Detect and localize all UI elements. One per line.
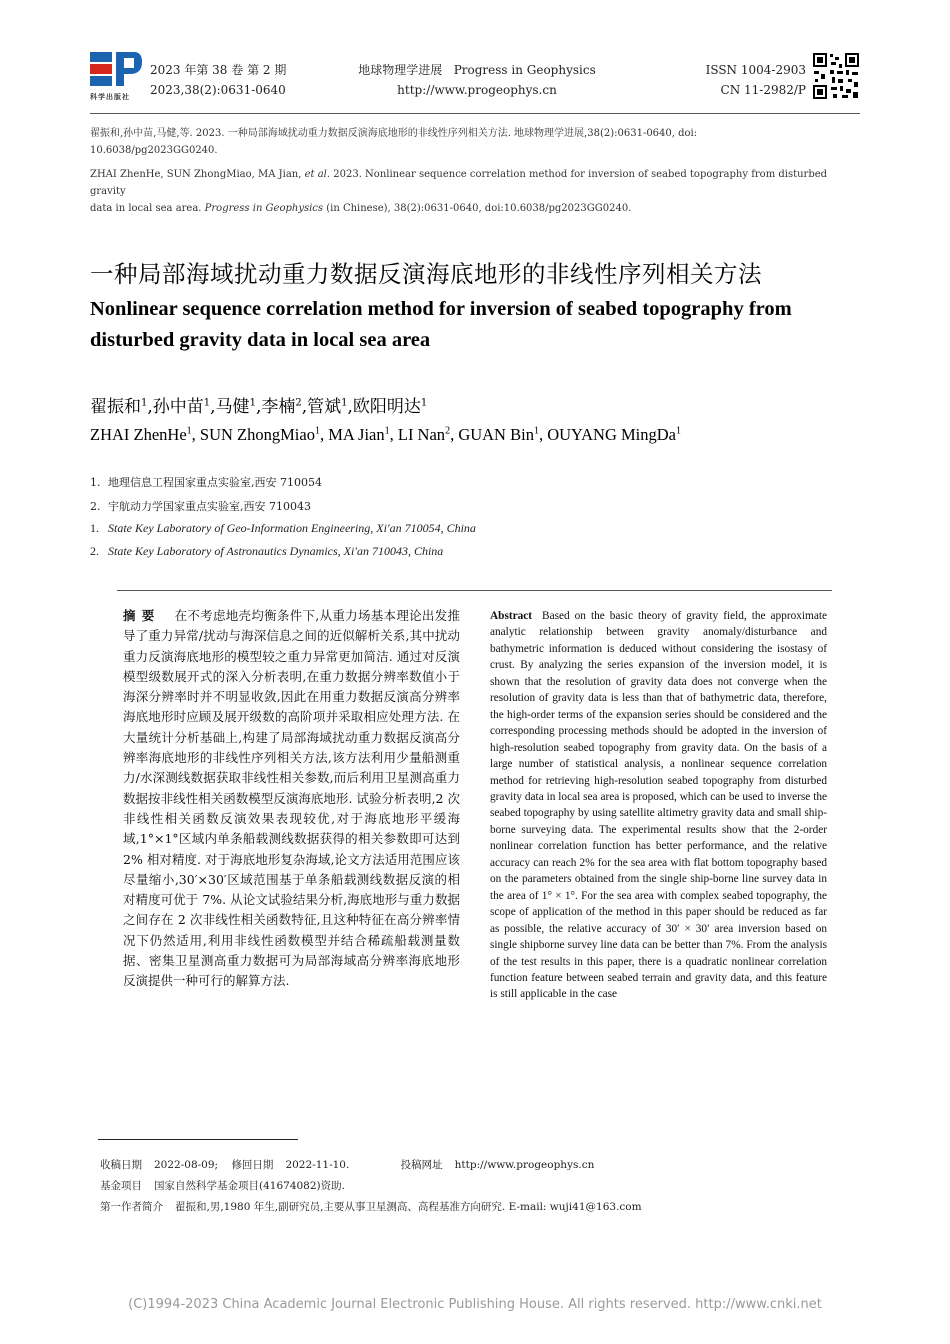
abstract-en-text: Based on the basic theory of gravity field, the approximate analytic relationship between gravity anomaly/disturbance and bathymetric information is deduced without considering the isostasy of crust. By analyzing the series expansion of the inversion model, it is shown that the resolution of gravity data does not converge when the resolution of gravity data is less than that of bathymetric data, therefore, the high-order terms of the expansion series should be considered and the corresponding processing methods should be adopted in the inversion of high-resolution seabed topography from gravity data. On the basis of a large number of statistical analysis, a nonlinear sequence correlation method for retrieving high-resolution seabed topography from disturbed gravity data in local sea area is proposed, which can be used to inverse the seabed topography by using satellite altimetry gravity data and small ship-borne surveying data. The experimental results show that the 2-order nonlinear correlation function has better performance, and the relative accuracy can reach 2% for the sea area with flat bottom topography based on the parameters obtained from the single ship-borne line survey data in the area of 1° × 1°. For the sea area with complex seabed topography, the scope of application of the method in this paper should be reduced as far as possible, the relative accuracy of 30′ × 30′ area inversion based on single shipborne survey line data can be better than 7%. From the analysis of the test results in this paper, there is a quadratic nonlinear correlation function feature between seabed terrain and gravity data, and this feature is still applicable in the case [490, 610, 827, 1001]
affiliation-1-cn: 1. 地理信息工程国家重点实验室,西安 710054 [90, 476, 322, 489]
issn-info [690, 60, 806, 100]
citation-en: ZHAI ZhenHe, SUN ZhongMiao, MA Jian, et al. 2023. Nonlinear sequence correlation method for inversion of seabed topography from disturbed gravity data in local sea area. Progress in Geophysics (in Chinese), 38(2):0631-0640, doi:10.6038/pg2023GG0240. [90, 169, 828, 214]
publisher-name: 科学出版社 [90, 92, 130, 101]
citation-cn-line2: 10.6038/pg2023GG0240. [90, 145, 218, 156]
abstract-en-label: Abstract [490, 610, 533, 622]
footnote-divider [98, 1139, 298, 1140]
affiliation-2-cn: 2. 宇航动力学国家重点实验室,西安 710043 [90, 500, 311, 513]
abstract-en [490, 608, 827, 1003]
title-en: Nonlinear sequence correlation method for inversion of seabed topography from disturbed gravity data in local sea area [90, 298, 792, 351]
issue-pages: 2023,38(2):0631-0640 [150, 83, 286, 97]
issn: ISSN 1004-2903 [705, 63, 806, 77]
affiliation-1-en: 1. State Key Laboratory of Geo-Information Engineering, Xi′an 710054, China [90, 521, 476, 535]
authors-en: ZHAI ZhenHe$^1$, SUN ZhongMiao$^1$, MA Jian$^1$, LI Nan$^2$, GUAN Bin$^1$, OUYANG MingDa$^1$ [90, 425, 681, 444]
issue-info [150, 60, 286, 100]
qr-code-icon [812, 52, 860, 100]
journal-cn: 地球物理学进展 [358, 63, 443, 77]
affiliation-2-en: 2. State Key Laboratory of Astronautics Dynamics, Xi′an 710043, China [90, 544, 444, 558]
journal-url[interactable]: http://www.progeophys.cn [397, 83, 557, 97]
journal-en: Progress in Geophysics [453, 63, 596, 77]
citation-cn-line1: 翟振和,孙中苗,马健,等. 2023. 一种局部海域扰动重力数据反演海底地形的非线性序列相关方法. 地球物理学进展,38(2):0631-0640, doi: [90, 128, 698, 139]
journal-info [353, 60, 601, 100]
copyright-watermark: (C)1994-2023 China Academic Journal Electronic Publishing House. All rights reserved. http://www.cnki.net [128, 1297, 822, 1312]
submission-url[interactable]: http://www.progeophys.cn [454, 1159, 595, 1171]
abstract-cn-text: 在不考虑地壳均衡条件下,从重力场基本理论出发推导了重力异常/扰动与海深信息之间的近似解析关系,其中扰动重力反演海底地形的模型较之重力异常更加简洁. 通过对反演模型级数展开式的深入分析表明,在重力数据分辨率数值小于海深分辨率时并不明显收敛,因此在用重力数据反演高分辨率海底地形时应顾及展开级数的高阶项并采取相应处理方法. 在大量统计分析基础上,构建了局部海域扰动重力数据反演高分辨率海底地形的非线性序列相关方法,该方法利用少量船测重力/水深测线数据获取非线性相关参数,而后利用卫星测高重力数据按非线性相关函数模型反演海底地形. 试验分析表明,2 次非线性相关函数反演效果表现较优,对于海底地形平缓海域,1°×1°区域内单条船载测线数据获得的相关参数即可达到 2% 相对精度. 对于海底地形复杂海域,论文方法适用范围应该尽量缩小,30′×30′区域范围基于单条船载测线数据反演的相对精度可优于 7%. 从论文试验结果分析,海底地形与重力数据之间存在 2 次非线性相关函数特征,且这种特征在高分辨率情况下仍然适用,利用非线性函数模型并结合稀疏船载测量数据、密集卫星测高重力数据可为局部海域高分辨率海底地形反演提供一种可行的解算方法. [123, 608, 460, 989]
footnote-fund: 基金项目 国家自然科学基金项目(41674082)资助. [100, 1180, 345, 1192]
authors-cn: 翟振和$^1$,孙中苗$^1$,马健$^1$,李楠$^2$,管斌$^1$,欧阳明达$^1$ [90, 397, 428, 417]
footnote-dates: 收稿日期 2022-08-09; 修回日期 2022-11-10. 投稿网址 http://www.progeophys.cn [100, 1159, 595, 1171]
header-divider [90, 113, 860, 114]
footnote-author: 第一作者简介 翟振和,男,1980 年生,副研究员,主要从事卫星测高、高程基准方向研究. E-mail: wuji41@163.com [100, 1201, 642, 1213]
abstract-cn-label: 摘要 [123, 608, 161, 623]
cn-number: CN 11-2982/P [720, 83, 806, 97]
citation-cn [90, 125, 860, 159]
abstract-cn [123, 606, 460, 992]
title-cn: 一种局部海域扰动重力数据反演海底地形的非线性序列相关方法 [90, 260, 762, 288]
issue-cn: 2023 年第 38 卷 第 2 期 [150, 63, 287, 77]
abstract-divider [117, 590, 832, 591]
